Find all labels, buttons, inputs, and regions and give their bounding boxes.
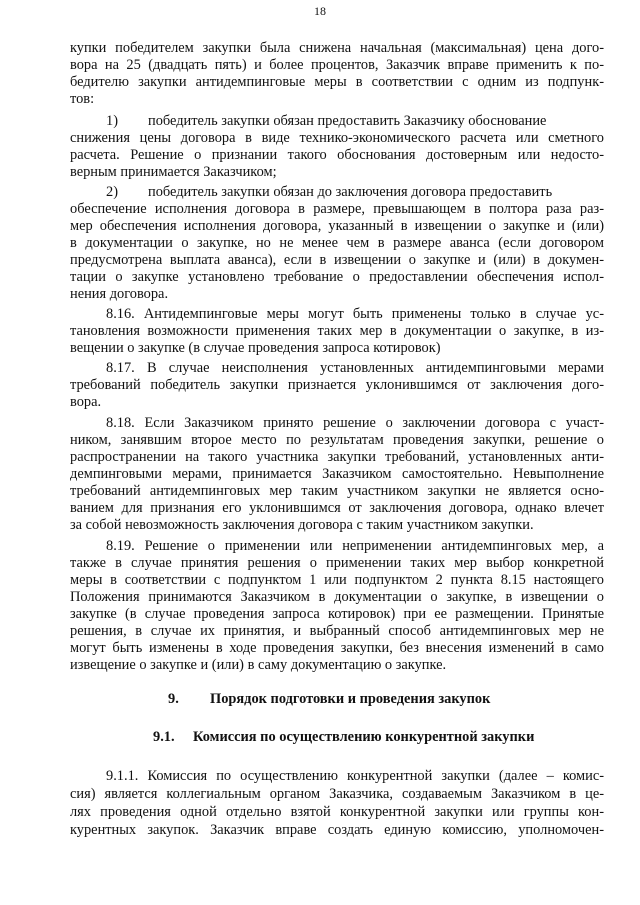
- list-item-number: 2): [106, 184, 118, 200]
- text-line: лях проведения одной отдельно взятой конкурентной закупки или группы кон-: [70, 804, 604, 820]
- subsection-heading-9-1: [153, 729, 534, 746]
- text-line: вора на 25 (двадцать пять) и более процентов, Заказчик вправе применить к по-: [70, 57, 604, 73]
- text-line: мер обеспечения исполнения договора, указанный в извещении о закупке и (или): [70, 218, 604, 234]
- text-line: в документации о закупке, но не менее чем в размере аванса (если договором: [70, 235, 604, 251]
- text-line: тов:: [70, 91, 95, 107]
- text-line: Положения принимаются Заказчиком в документации о закупке, в извещении о: [70, 589, 604, 605]
- text-line: сия) является коллегиальным органом Заказчика, создаваемым Заказчиком в це-: [70, 786, 604, 802]
- text-line: могут быть изменены в ходе проведения закупки, без внесения изменений в само: [70, 640, 604, 656]
- text-line: победитель закупки обязан до заключения договора предоставить: [148, 184, 553, 200]
- text-line: нения договора.: [70, 286, 169, 302]
- paragraph-8-16: 8.16. Антидемпинговые меры могут быть применены только в случае ус-: [106, 306, 604, 322]
- text-line: бедителю закупки антидемпинговые меры в соответствии с одним из подпунк-: [70, 74, 604, 90]
- text-line: снижения цены договора в виде технико-экономического расчета или сметного: [70, 130, 604, 146]
- text-line: ником, занявшим второе место по результатам проведения закупки, решение о: [70, 432, 604, 448]
- text-line: расчета. Решение о признании такого обоснования достоверным или недосто-: [70, 147, 604, 163]
- text-line: вора.: [70, 394, 102, 410]
- list-item-2: [106, 184, 604, 201]
- text-line: за собой невозможность заключения договора с таким участником закупки.: [70, 517, 534, 533]
- page-number: 18: [314, 4, 326, 18]
- section-number: 9.: [168, 691, 179, 707]
- text-line: тановления возможности применения таких мер в документации о закупке, в из-: [70, 323, 604, 339]
- text-line: верным принимается Заказчиком;: [70, 164, 277, 180]
- paragraph-9-1-1: 9.1.1. Комиссия по осуществлению конкурентной закупки (далее – комис-: [106, 768, 604, 784]
- subsection-number: 9.1.: [153, 729, 175, 745]
- section-title: Порядок подготовки и проведения закупок: [210, 691, 491, 707]
- subsection-title: Комиссия по осуществлению конкурентной закупки: [193, 729, 535, 745]
- text-line: вещении о закупке (в случае проведения запроса котировок): [70, 340, 441, 356]
- section-heading-9: [168, 691, 490, 708]
- list-item-1: [106, 113, 604, 130]
- text-line: требований антидемпинговых мер таким участником закупки не является осно-: [70, 483, 604, 499]
- text-line: тации о закупке установлено требование о предоставлении обеспечения испол-: [70, 269, 604, 285]
- paragraph-8-18: 8.18. Если Заказчиком принято решение о заключении договора с участ-: [106, 415, 604, 431]
- text-line: демпинговыми мерами, принимается Заказчиком самостоятельно. Невыполнение: [70, 466, 604, 482]
- text-line: извещение о закупке и (или) в саму документацию о закупке.: [70, 657, 447, 673]
- text-line: ванием для признания его уклонившимся от заключения договора, однако влечет: [70, 500, 604, 516]
- text-line: победитель закупки обязан предоставить Заказчику обоснование: [148, 113, 547, 129]
- text-line: купки победителем закупки была снижена начальная (максимальная) цена дого-: [70, 40, 604, 56]
- text-line: закупке (в случае проведения запроса котировок) при ее размещении. Принятые: [70, 606, 604, 622]
- text-line: решения, в случае их принятия, и выбранный способ антидемпинговых мер не: [70, 623, 604, 639]
- text-line: требований победитель закупки признается уклонившимся от заключения дого-: [70, 377, 604, 393]
- list-item-number: 1): [106, 113, 118, 129]
- paragraph-8-17: 8.17. В случае неисполнения установленных антидемпинговыми мерами: [106, 360, 604, 376]
- text-line: меры в соответствии с подпунктом 1 или подпунктом 2 пункта 8.15 настоящего: [70, 572, 604, 588]
- text-line: предусмотрена выплата аванса), если в извещении о закупке и (или) в докумен-: [70, 252, 604, 268]
- text-line: обеспечение исполнения договора в размере, превышающем в полтора раза раз-: [70, 201, 604, 217]
- text-line: распространении на такого участника закупки требований, установленных анти-: [70, 449, 604, 465]
- text-line: курентных закупок. Заказчик вправе создать единую комиссию, уполномочен-: [70, 822, 604, 838]
- text-line: также в случае принятия решения о применении таких мер выбор конкретной: [70, 555, 604, 571]
- paragraph-8-19: 8.19. Решение о применении или неприменении антидемпинговых мер, а: [106, 538, 604, 554]
